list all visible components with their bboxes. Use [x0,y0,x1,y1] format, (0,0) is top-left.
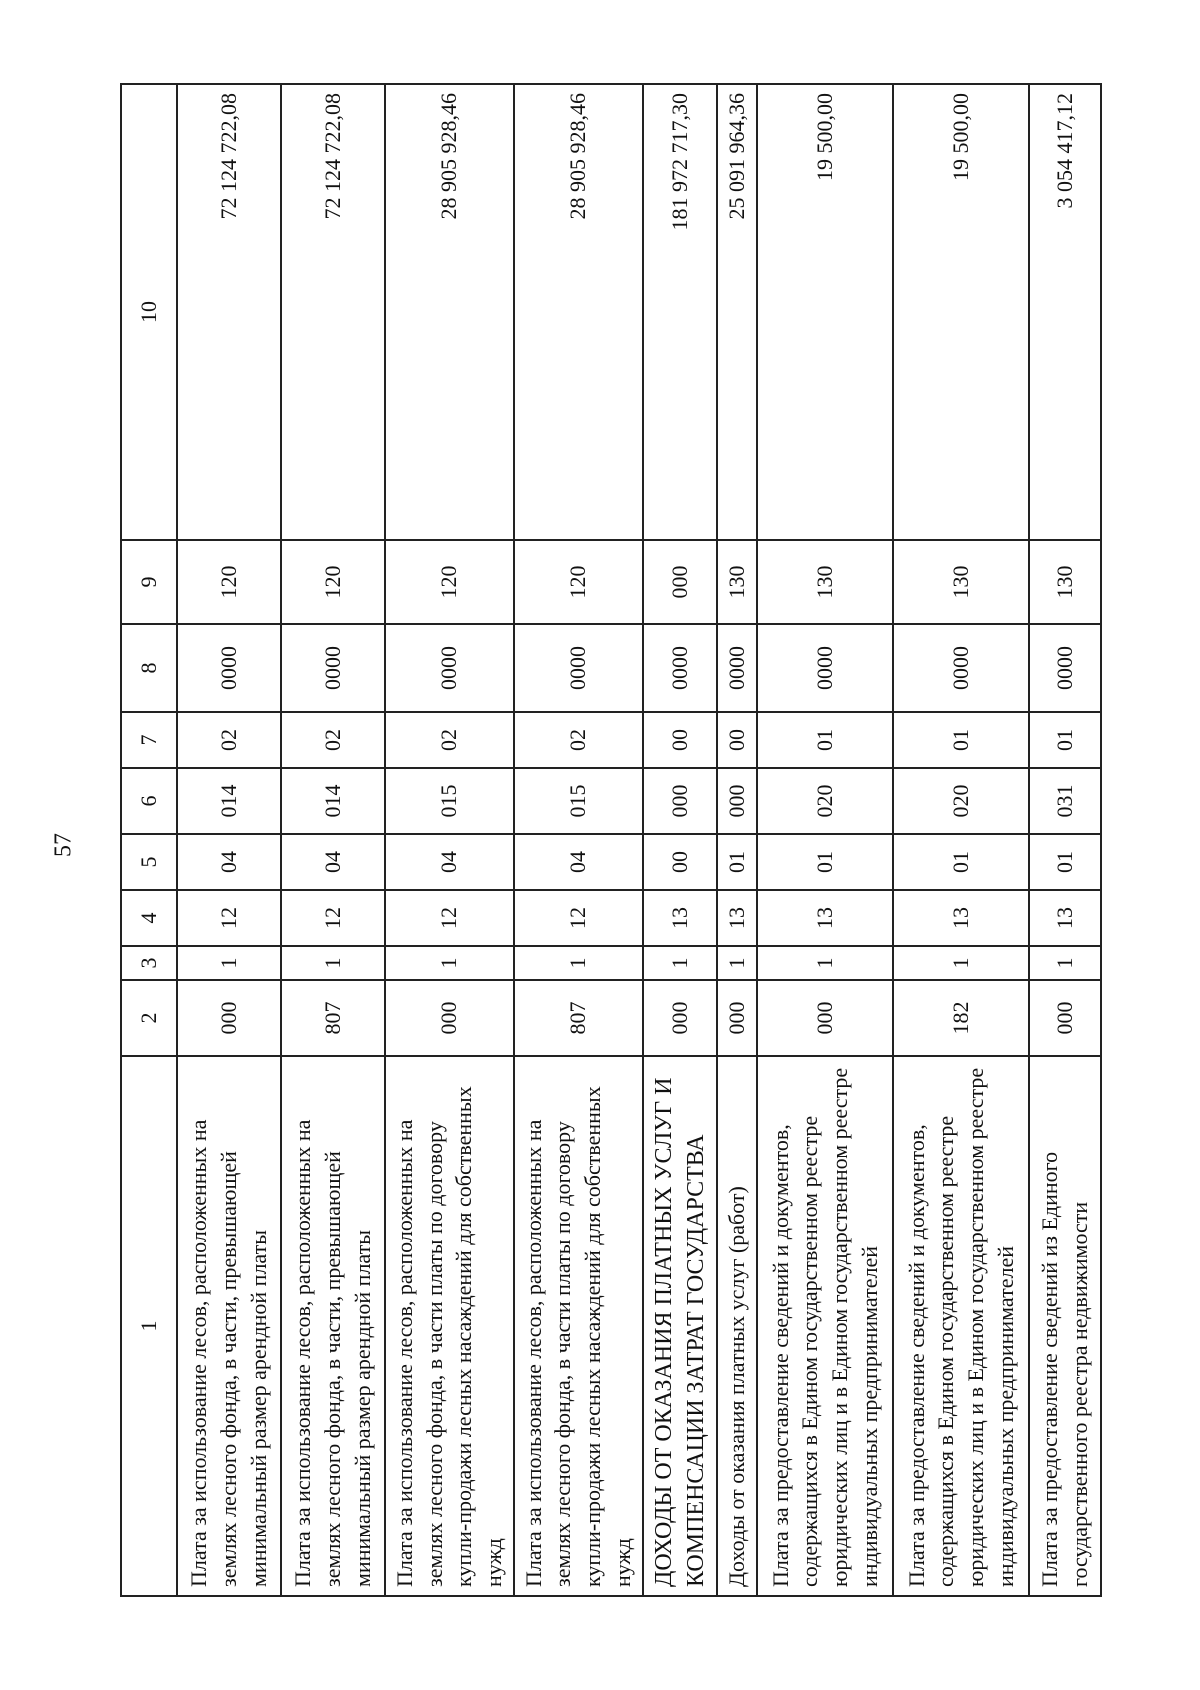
row-description: Доходы от оказания платных услуг (работ) [717,1056,757,1596]
row-code-2: 807 [514,980,643,1056]
row-amount: 28 905 928,46 [385,84,514,540]
row-code-6: 031 [1029,768,1101,834]
row-amount: 72 124 722,08 [281,84,385,540]
table-row [281,84,385,1596]
row-code-5: 04 [281,834,385,890]
row-code-6: 015 [514,768,643,834]
row-code-7: 01 [893,712,1029,768]
row-code-9: 120 [514,540,643,624]
header-col-3: 3 [121,946,177,980]
row-code-3: 1 [757,946,893,980]
row-amount: 25 091 964,36 [717,84,757,540]
row-description: Плата за использование лесов, расположенных на землях лесного фонда, в части платы по договору купли-продажи лесных насаждений для собственных нужд [514,1056,643,1596]
header-col-4: 4 [121,890,177,946]
row-code-2: 000 [177,980,281,1056]
row-code-5: 01 [757,834,893,890]
row-code-3: 1 [514,946,643,980]
row-code-9: 120 [385,540,514,624]
row-code-4: 13 [717,890,757,946]
header-col-9: 9 [121,540,177,624]
row-code-8: 0000 [177,624,281,712]
header-col-1: 1 [121,1056,177,1596]
row-amount: 3 054 417,12 [1029,84,1101,540]
row-code-6: 020 [893,768,1029,834]
row-code-9: 130 [893,540,1029,624]
row-code-8: 0000 [281,624,385,712]
revenue-table [120,83,1102,1597]
row-amount: 19 500,00 [893,84,1029,540]
row-description: ДОХОДЫ ОТ ОКАЗАНИЯ ПЛАТНЫХ УСЛУГ И КОМПЕНСАЦИИ ЗАТРАТ ГОСУДАРСТВА [643,1056,718,1596]
row-code-3: 1 [893,946,1029,980]
row-amount: 72 124 722,08 [177,84,281,540]
row-code-3: 1 [643,946,718,980]
row-code-3: 1 [177,946,281,980]
row-amount: 181 972 717,30 [643,84,718,540]
row-description: Плата за использование лесов, расположенных на землях лесного фонда, в части, превышающей минимальный размер арендной платы [281,1056,385,1596]
row-code-5: 04 [385,834,514,890]
row-code-9: 120 [281,540,385,624]
row-description: Плата за использование лесов, расположенных на землях лесного фонда, в части платы по договору купли-продажи лесных насаждений для собственных нужд [385,1056,514,1596]
header-col-2: 2 [121,980,177,1056]
row-code-3: 1 [385,946,514,980]
rotated-table-container [120,85,1092,1597]
row-description: Плата за использование лесов, расположенных на землях лесного фонда, в части, превышающей минимальный размер арендной платы [177,1056,281,1596]
row-amount: 19 500,00 [757,84,893,540]
row-code-4: 12 [385,890,514,946]
table-row [757,84,893,1596]
row-code-2: 807 [281,980,385,1056]
row-code-5: 01 [893,834,1029,890]
row-code-7: 02 [177,712,281,768]
table-row [385,84,514,1596]
header-col-5: 5 [121,834,177,890]
row-description: Плата за предоставление сведений и документов, содержащихся в Едином государственном реестре юридических лиц и в Едином государственном реестре индивидуальных предпринимателей [757,1056,893,1596]
row-code-4: 12 [281,890,385,946]
row-code-6: 014 [177,768,281,834]
row-code-9: 120 [177,540,281,624]
row-code-5: 01 [1029,834,1101,890]
row-amount: 28 905 928,46 [514,84,643,540]
row-code-9: 130 [717,540,757,624]
table-row [893,84,1029,1596]
row-code-6: 015 [385,768,514,834]
row-code-2: 000 [643,980,718,1056]
row-code-2: 000 [385,980,514,1056]
table-row [717,84,757,1596]
row-code-6: 000 [717,768,757,834]
page-number: 57 [50,833,77,857]
row-code-5: 04 [514,834,643,890]
row-code-9: 130 [757,540,893,624]
row-code-4: 13 [893,890,1029,946]
row-code-8: 0000 [757,624,893,712]
header-col-6: 6 [121,768,177,834]
row-code-9: 000 [643,540,718,624]
row-code-7: 00 [643,712,718,768]
row-code-4: 13 [1029,890,1101,946]
row-code-2: 000 [757,980,893,1056]
row-code-3: 1 [717,946,757,980]
header-col-7: 7 [121,712,177,768]
row-code-8: 0000 [643,624,718,712]
row-code-7: 01 [1029,712,1101,768]
row-description: Плата за предоставление сведений из Единого государственного реестра недвижимости [1029,1056,1101,1596]
row-code-8: 0000 [514,624,643,712]
row-code-4: 13 [643,890,718,946]
row-code-3: 1 [1029,946,1101,980]
row-code-6: 020 [757,768,893,834]
table-row [1029,84,1101,1596]
row-code-5: 04 [177,834,281,890]
row-code-2: 000 [717,980,757,1056]
table-row [514,84,643,1596]
row-code-3: 1 [281,946,385,980]
row-code-5: 01 [717,834,757,890]
row-code-7: 02 [514,712,643,768]
row-code-2: 000 [1029,980,1101,1056]
row-code-4: 13 [757,890,893,946]
row-description: Плата за предоставление сведений и документов, содержащихся в Едином государственном реестре юридических лиц и в Едином государственном реестре индивидуальных предпринимателей [893,1056,1029,1596]
row-code-7: 01 [757,712,893,768]
row-code-8: 0000 [385,624,514,712]
row-code-7: 02 [281,712,385,768]
row-code-4: 12 [514,890,643,946]
header-col-8: 8 [121,624,177,712]
row-code-8: 0000 [893,624,1029,712]
row-code-8: 0000 [1029,624,1101,712]
row-code-6: 000 [643,768,718,834]
row-code-7: 02 [385,712,514,768]
row-code-7: 00 [717,712,757,768]
row-code-2: 182 [893,980,1029,1056]
row-code-4: 12 [177,890,281,946]
row-code-9: 130 [1029,540,1101,624]
row-code-5: 00 [643,834,718,890]
header-row [121,84,177,1596]
table-row [643,84,718,1596]
header-col-10: 10 [121,84,177,540]
row-code-8: 0000 [717,624,757,712]
table-row [177,84,281,1596]
row-code-6: 014 [281,768,385,834]
